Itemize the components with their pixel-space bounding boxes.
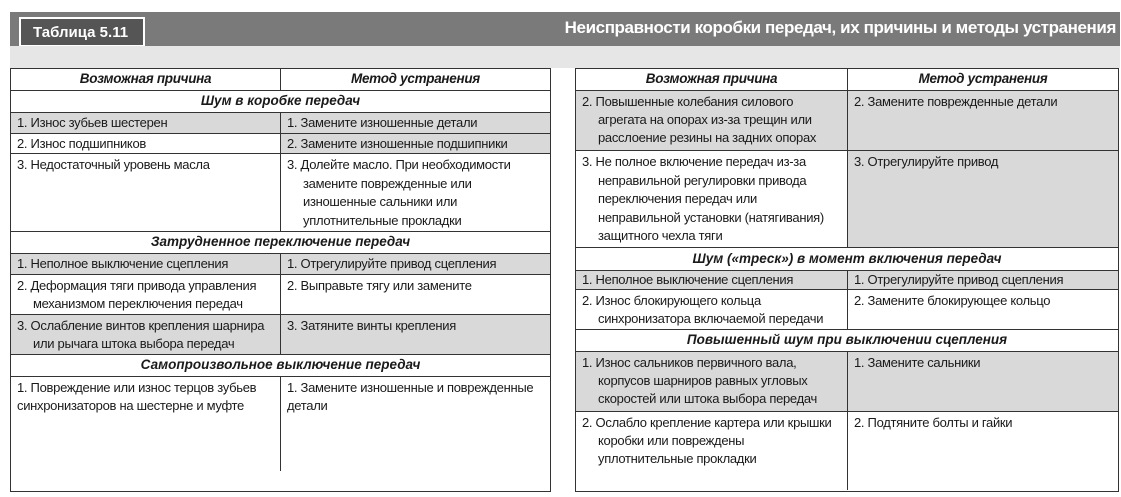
table-header-bar bbox=[10, 12, 1120, 46]
table-row bbox=[576, 352, 1118, 412]
cause-cell: 2. Износ подшипников bbox=[11, 134, 281, 153]
table-title: Неисправности коробки передач, их причины и методы устранения bbox=[564, 18, 1116, 37]
method-cell: 2. Замените изношенные подшипники bbox=[281, 134, 550, 153]
cause-cell: 1. Износ сальников первичного вала, корпусов шарниров равных угловых скоростей или штока выбора передач bbox=[576, 352, 848, 411]
table-row bbox=[11, 254, 550, 275]
method-cell: 1. Замените сальники bbox=[854, 355, 981, 370]
method-cell: 2. Замените блокирующее кольцо bbox=[854, 293, 1051, 308]
table-row bbox=[11, 113, 550, 134]
cause-cell: 3. Ослабление винтов крепления шарнира или рычага штока выбора передач bbox=[11, 315, 281, 354]
column-header-cause: Возможная причина bbox=[576, 69, 848, 90]
table-row bbox=[11, 154, 550, 232]
table-row bbox=[576, 151, 1118, 248]
section-header bbox=[576, 330, 1118, 352]
table-row bbox=[576, 91, 1118, 151]
section-header bbox=[11, 91, 550, 113]
cause-cell: 2. Деформация тяги привода управления механизмом переключения передач bbox=[11, 275, 281, 314]
table-number-text: Таблица 5.11 bbox=[33, 23, 129, 41]
section-title: Повышенный шум при выключении сцепления bbox=[686, 332, 1008, 347]
section-title: Самопроизвольное выключение передач bbox=[140, 357, 421, 372]
table-row bbox=[576, 412, 1118, 490]
column-header-method: Метод устранения bbox=[351, 71, 480, 86]
cause-cell: 1. Износ зубьев шестерен bbox=[11, 113, 281, 133]
cause-cell: 1. Повреждение или износ терцов зубьев синхронизаторов на шестерне и муфте bbox=[11, 377, 281, 471]
method-cell: 3. Затяните винты крепления bbox=[287, 318, 456, 333]
cause-cell: 2. Износ блокирующего кольца синхронизатора включаемой передачи bbox=[576, 290, 848, 329]
cause-cell: 1. Неполное выключение сцепления bbox=[576, 271, 848, 289]
section-header bbox=[11, 355, 550, 377]
right-table bbox=[575, 68, 1119, 492]
table-row bbox=[11, 275, 550, 315]
table-row bbox=[576, 271, 1118, 290]
column-header-row bbox=[11, 69, 550, 91]
method-cell: 1. Замените изношенные и поврежденные детали bbox=[287, 380, 534, 413]
cause-cell: 1. Неполное выключение сцепления bbox=[11, 254, 281, 274]
method-cell: 2. Подтяните болты и гайки bbox=[854, 415, 1013, 430]
section-header bbox=[11, 232, 550, 254]
table-row bbox=[11, 377, 550, 471]
cause-cell: 2. Повышенные колебания силового агрегата на опорах из-за трещин или расслоение резины на задних опорах bbox=[576, 91, 848, 150]
column-header-row bbox=[576, 69, 1118, 91]
method-cell: 3. Долейте масло. При необходимости замените поврежденные или изношенные сальники или уплотнительные прокладки bbox=[287, 157, 511, 228]
cause-cell: 3. Недостаточный уровень масла bbox=[11, 154, 281, 231]
table-number-label bbox=[19, 17, 145, 47]
method-cell: 2. Выправьте тягу или замените bbox=[287, 278, 472, 293]
method-cell: 2. Замените поврежденные детали bbox=[854, 94, 1058, 109]
method-cell: 3. Отрегулируйте привод bbox=[848, 151, 1118, 247]
header-strip bbox=[10, 46, 1120, 68]
section-title: Затрудненное переключение передач bbox=[150, 234, 411, 249]
table-row bbox=[11, 134, 550, 154]
method-cell: 1. Замените изношенные детали bbox=[287, 115, 478, 130]
table-row bbox=[576, 290, 1118, 330]
section-title: Шум в коробке передач bbox=[200, 93, 361, 108]
cause-cell: 3. Не полное включение передач из-за неправильной регулировки привода переключения передач или неправильной установки (натягивания) защитного чехла тяги bbox=[576, 151, 848, 247]
left-table bbox=[10, 68, 551, 492]
method-cell: 1. Отрегулируйте привод сцепления bbox=[287, 256, 497, 271]
section-title: Шум («треск») в момент включения передач bbox=[692, 251, 1002, 266]
column-header-cause: Возможная причина bbox=[11, 69, 281, 90]
column-header-method: Метод устранения bbox=[918, 71, 1048, 86]
table-row bbox=[11, 315, 550, 355]
cause-cell: 2. Ослабло крепление картера или крышки коробки или повреждены уплотнительные прокладки bbox=[576, 412, 848, 490]
section-header bbox=[576, 248, 1118, 271]
method-cell: 1. Отрегулируйте привод сцепления bbox=[854, 272, 1064, 287]
